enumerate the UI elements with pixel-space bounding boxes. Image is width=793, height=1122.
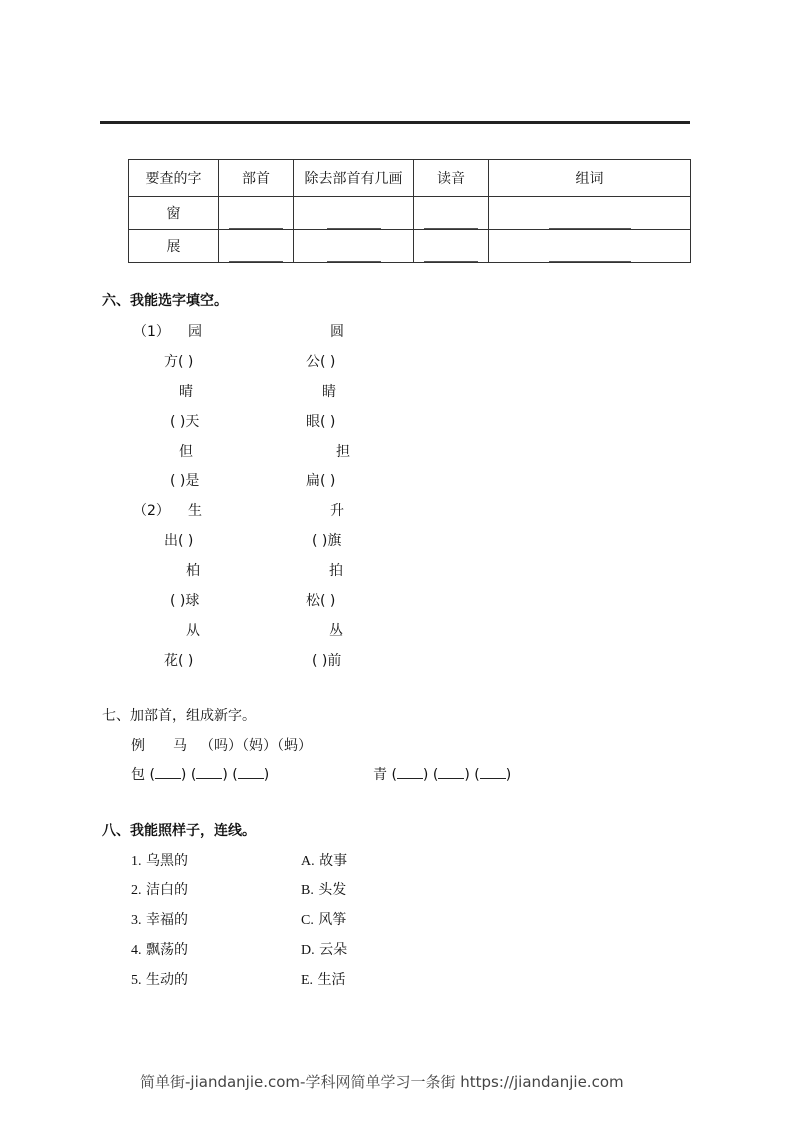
option-char: 园 bbox=[188, 324, 202, 340]
base-char: 青 bbox=[373, 767, 387, 783]
radical-blank[interactable] bbox=[219, 197, 294, 230]
fill-blank[interactable]: ( )球 bbox=[170, 593, 200, 609]
option-char: 睛 bbox=[322, 384, 336, 400]
dictionary-lookup-table bbox=[128, 159, 691, 263]
part2-label: （2） bbox=[133, 503, 170, 519]
pronunciation-blank[interactable] bbox=[414, 230, 489, 263]
option-char: 但 bbox=[179, 444, 193, 460]
fill-blank[interactable]: ( )是 bbox=[170, 473, 200, 489]
match-left-item[interactable]: 1. 乌黑的 bbox=[131, 853, 188, 869]
fill-blank[interactable]: ( )前 bbox=[312, 653, 342, 669]
match-left-item[interactable]: 2. 洁白的 bbox=[131, 882, 188, 898]
exercise-qing: 青 ( ) ( ) ( ) bbox=[373, 767, 512, 783]
answer-blank[interactable] bbox=[196, 766, 222, 779]
pronunciation-blank[interactable] bbox=[414, 197, 489, 230]
fill-blank[interactable]: 公( ) bbox=[306, 354, 336, 370]
fill-blank[interactable]: 松( ) bbox=[306, 593, 336, 609]
table-header-row bbox=[129, 160, 691, 197]
table-row bbox=[129, 197, 691, 230]
fill-blank[interactable]: 方( ) bbox=[164, 354, 194, 370]
option-char: 圆 bbox=[330, 324, 344, 340]
fill-blank[interactable]: ( )旗 bbox=[312, 533, 342, 549]
answer-blank[interactable] bbox=[397, 766, 423, 779]
match-right-item[interactable]: D. 云朵 bbox=[301, 942, 348, 958]
exercise-bao: 包 ( ) ( ) ( ) bbox=[131, 767, 270, 783]
answer-blank[interactable] bbox=[238, 766, 264, 779]
option-char: 升 bbox=[330, 503, 344, 519]
option-char: 生 bbox=[188, 503, 202, 519]
match-right-item[interactable]: E. 生活 bbox=[301, 972, 346, 988]
header-strokes: 除去部首有几画 bbox=[294, 160, 414, 197]
option-char: 拍 bbox=[329, 563, 343, 579]
header-char: 要查的字 bbox=[129, 160, 219, 197]
section7-title: 七、加部首，组成新字。 bbox=[102, 708, 256, 724]
radical-blank[interactable] bbox=[219, 230, 294, 263]
option-char: 从 bbox=[186, 623, 200, 639]
row-char: 窗 bbox=[129, 197, 219, 230]
match-left-item[interactable]: 5. 生动的 bbox=[131, 972, 188, 988]
base-char: 包 bbox=[131, 767, 145, 783]
header-word: 组词 bbox=[489, 160, 691, 197]
option-char: 丛 bbox=[329, 623, 343, 639]
option-char: 晴 bbox=[179, 384, 193, 400]
section8-title: 八、我能照样子，连线。 bbox=[102, 823, 256, 839]
answer-blank[interactable] bbox=[155, 766, 181, 779]
header-radical: 部首 bbox=[219, 160, 294, 197]
footer-watermark: 简单街-jiandanjie.com-学科网简单学习一条街 https://jiandanjie.com bbox=[140, 1073, 624, 1091]
fill-blank[interactable]: 出( ) bbox=[164, 533, 194, 549]
section6-title: 六、我能选字填空。 bbox=[102, 293, 228, 309]
example-label: 例 bbox=[131, 738, 145, 754]
match-right-item[interactable]: B. 头发 bbox=[301, 882, 347, 898]
header-rule bbox=[100, 121, 690, 124]
fill-blank[interactable]: ( )天 bbox=[170, 414, 200, 430]
part1-label: （1） bbox=[133, 324, 170, 340]
strokes-blank[interactable] bbox=[294, 230, 414, 263]
match-left-item[interactable]: 4. 飘荡的 bbox=[131, 942, 188, 958]
answer-blank[interactable] bbox=[438, 766, 464, 779]
example-answers: （吗）（妈）（蚂） bbox=[200, 738, 312, 754]
fill-blank[interactable]: 眼( ) bbox=[306, 414, 336, 430]
fill-blank[interactable]: 扁( ) bbox=[306, 473, 336, 489]
header-pronunciation: 读音 bbox=[414, 160, 489, 197]
table-row bbox=[129, 230, 691, 263]
option-char: 柏 bbox=[186, 563, 200, 579]
word-blank[interactable] bbox=[489, 230, 691, 263]
example-char: 马 bbox=[173, 738, 187, 754]
fill-blank[interactable]: 花( ) bbox=[164, 653, 194, 669]
match-right-item[interactable]: A. 故事 bbox=[301, 853, 348, 869]
answer-blank[interactable] bbox=[480, 766, 506, 779]
option-char: 担 bbox=[336, 444, 350, 460]
row-char: 展 bbox=[129, 230, 219, 263]
strokes-blank[interactable] bbox=[294, 197, 414, 230]
match-right-item[interactable]: C. 风筝 bbox=[301, 912, 347, 928]
word-blank[interactable] bbox=[489, 197, 691, 230]
match-left-item[interactable]: 3. 幸福的 bbox=[131, 912, 188, 928]
